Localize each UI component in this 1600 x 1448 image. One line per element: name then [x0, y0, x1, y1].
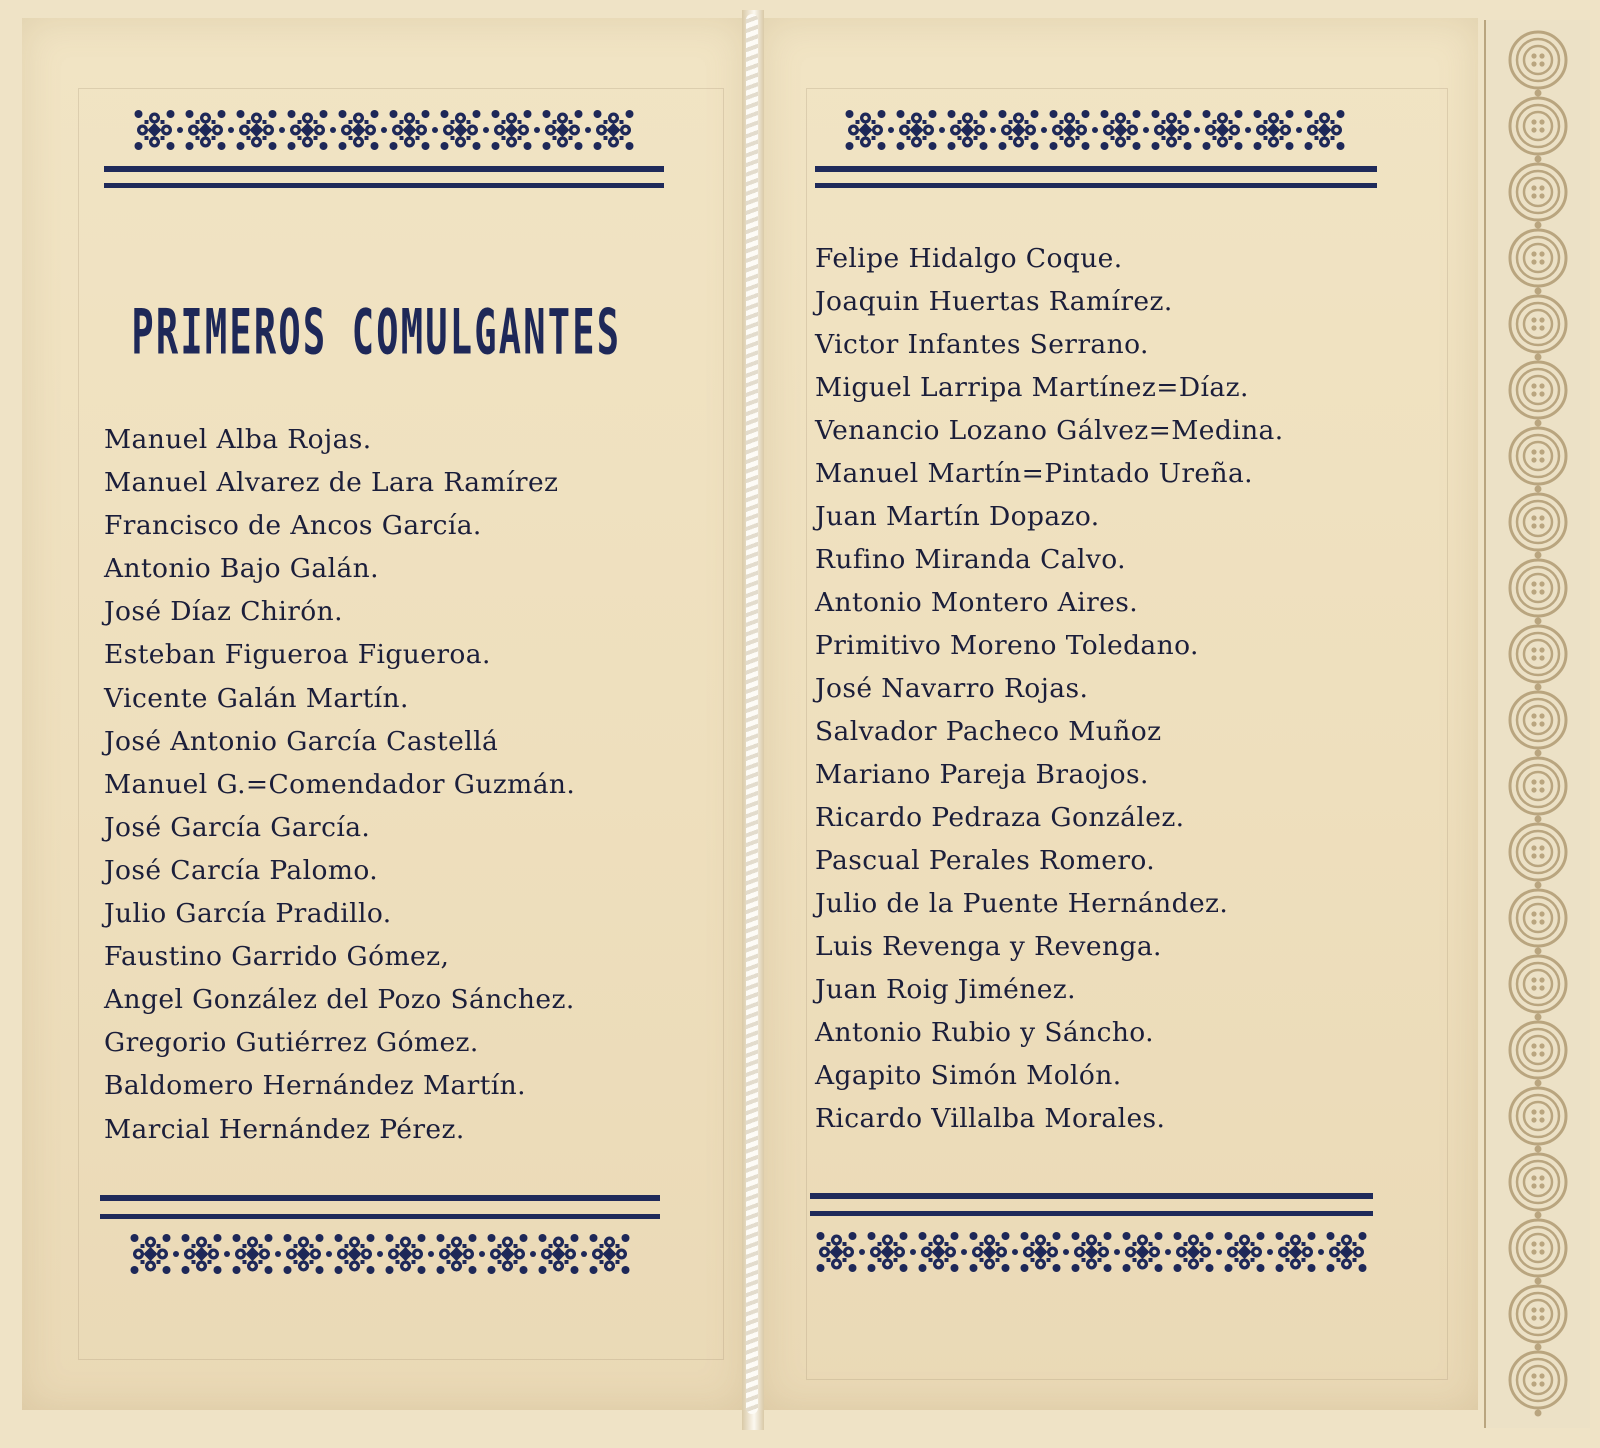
- ornament-motif: [594, 110, 634, 150]
- communicant-name: Antonio Montero Aires.: [815, 587, 1139, 618]
- communicant-name: Manuel Alvarez de Lara Ramírez: [104, 467, 559, 499]
- ornament-motif: [1101, 110, 1141, 150]
- communicant-name: Manuel G.=Comendador Guzmán.: [104, 768, 576, 800]
- border-medallion: [1510, 230, 1566, 286]
- ornament-motif: [1225, 1232, 1265, 1272]
- communicant-name: Esteban Figueroa Figueroa.: [104, 639, 491, 671]
- ornament-motif: [339, 110, 379, 150]
- ornament-motif: [233, 1234, 273, 1274]
- ornament-motif: [919, 1232, 959, 1272]
- border-medallion: [1510, 1286, 1566, 1342]
- communicant-name: Rufino Miranda Calvo.: [815, 544, 1126, 575]
- communicant-name: Ricardo Villalba Morales.: [815, 1103, 1166, 1134]
- communicant-name: Victor Infantes Serrano.: [815, 329, 1149, 360]
- border-medallion: [1510, 362, 1566, 418]
- communicant-name: Manuel Martín=Pintado Ureña.: [815, 458, 1253, 489]
- bottom-ornament-band: [810, 1226, 1373, 1278]
- communicant-name: Agapito Simón Molón.: [815, 1060, 1122, 1091]
- border-medallion: [1510, 824, 1566, 880]
- bottom-rule: [100, 1195, 660, 1201]
- communicant-name: Salvador Pacheco Muñoz: [815, 716, 1162, 747]
- communicant-name: Felipe Hidalgo Coque.: [815, 243, 1123, 274]
- ornament-motif: [386, 1234, 426, 1274]
- ornament-motif: [1203, 110, 1243, 150]
- border-medallion: [1510, 1022, 1566, 1078]
- ornament-motif: [539, 1234, 579, 1274]
- ornament-motif: [590, 1234, 630, 1274]
- bottom-rule: [100, 1214, 660, 1219]
- communicant-name: Baldomero Hernández Martín.: [104, 1070, 526, 1102]
- border-medallion: [1510, 758, 1566, 814]
- communicant-name: Luis Revenga y Revenga.: [815, 931, 1162, 962]
- communicant-name: Primitivo Moreno Toledano.: [815, 630, 1199, 661]
- communicant-name: Joaquin Huertas Ramírez.: [815, 286, 1173, 317]
- bottom-ornament-band: [100, 1228, 660, 1280]
- communicant-name: Francisco de Ancos García.: [104, 510, 482, 542]
- communicant-name: José Carcía Palomo.: [104, 854, 379, 886]
- ornament-motif: [817, 1232, 857, 1272]
- border-medallion: [1510, 692, 1566, 748]
- ornament-motif: [390, 110, 430, 150]
- communicant-name: Ricardo Pedraza González.: [815, 802, 1185, 833]
- ornament-motif: [1152, 110, 1192, 150]
- bottom-rule: [810, 1193, 1373, 1199]
- border-medallion: [1510, 626, 1566, 682]
- communicant-name: Antonio Rubio y Sáncho.: [815, 1017, 1155, 1048]
- border-medallion: [1510, 1088, 1566, 1144]
- communicant-name: Gregorio Gutiérrez Gómez.: [104, 1027, 479, 1059]
- ornament-motif: [441, 110, 481, 150]
- communicant-name: José García García.: [104, 811, 371, 843]
- border-medallion: [1510, 296, 1566, 352]
- communicant-name: Manuel Alba Rojas.: [104, 424, 372, 455]
- border-medallion: [1510, 1220, 1566, 1276]
- communicant-name: José Navarro Rojas.: [815, 673, 1089, 704]
- ornament-motif: [1123, 1232, 1163, 1272]
- communicant-name: Miguel Larripa Martínez=Díaz.: [815, 372, 1249, 403]
- communicant-name: Julio García Pradillo.: [104, 898, 392, 930]
- border-medallion: [1510, 956, 1566, 1012]
- bottom-rule: [810, 1211, 1373, 1216]
- ornament-motif: [1072, 1232, 1112, 1272]
- communicant-list-right: [815, 237, 1284, 1140]
- decorative-border-strip: [1484, 20, 1590, 1428]
- ornament-motif: [488, 1234, 528, 1274]
- border-medallion: [1510, 428, 1566, 484]
- ornament-motif: [543, 110, 583, 150]
- communicant-name: Vicente Galán Martín.: [104, 682, 409, 714]
- ornament-motif: [1276, 1232, 1316, 1272]
- communicant-name: Faustino Garrido Gómez,: [104, 941, 450, 973]
- communicant-name: José Díaz Chirón.: [104, 596, 343, 628]
- ornament-motif: [846, 110, 886, 150]
- top-rule: [104, 183, 664, 188]
- ornament-motif: [131, 1234, 171, 1274]
- ornament-motif: [1050, 110, 1090, 150]
- border-medallion: [1510, 164, 1566, 220]
- border-medallion: [1510, 1352, 1566, 1408]
- ornament-motif: [970, 1232, 1010, 1272]
- ornament-motif: [492, 110, 532, 150]
- ornament-motif: [182, 1234, 222, 1274]
- top-rule: [104, 166, 664, 172]
- ornament-motif: [437, 1234, 477, 1274]
- communicant-name: Juan Martín Dopazo.: [815, 501, 1100, 532]
- ornament-motif: [1305, 110, 1345, 150]
- communicant-name: Venancio Lozano Gálvez=Medina.: [815, 415, 1284, 446]
- communicant-name: José Antonio García Castellá: [104, 725, 499, 757]
- ornament-motif: [1327, 1232, 1367, 1272]
- border-medallion: [1510, 98, 1566, 154]
- ornament-motif: [1021, 1232, 1061, 1272]
- ornament-motif: [135, 110, 175, 150]
- border-medallion: [1510, 560, 1566, 616]
- communicant-name: Mariano Pareja Braojos.: [815, 759, 1149, 790]
- communicant-name: Juan Roig Jiménez.: [815, 974, 1076, 1005]
- communicant-name: Angel González del Pozo Sánchez.: [104, 984, 575, 1016]
- ornament-motif: [186, 110, 226, 150]
- ornament-motif: [284, 1234, 324, 1274]
- border-medallion: [1510, 494, 1566, 550]
- ornament-motif: [1174, 1232, 1214, 1272]
- ornament-motif: [288, 110, 328, 150]
- communicant-list-left: [104, 418, 575, 1151]
- ornament-motif: [868, 1232, 908, 1272]
- top-rule: [815, 166, 1377, 172]
- top-ornament-band: [104, 104, 664, 156]
- top-rule: [815, 183, 1377, 188]
- binding-cord: [746, 14, 758, 1414]
- ornament-motif: [948, 110, 988, 150]
- ornament-motif: [897, 110, 937, 150]
- communicant-name: Pascual Perales Romero.: [815, 845, 1156, 876]
- circle-pattern-border: [1486, 20, 1590, 1428]
- communicant-name: Julio de la Puente Hernández.: [815, 888, 1229, 919]
- ornament-motif: [999, 110, 1039, 150]
- border-medallion: [1510, 890, 1566, 946]
- ornament-motif: [335, 1234, 375, 1274]
- border-medallion: [1510, 1154, 1566, 1210]
- ornament-motif: [237, 110, 277, 150]
- top-ornament-band: [815, 104, 1375, 156]
- communicant-name: Antonio Bajo Galán.: [104, 553, 379, 585]
- ornament-motif: [1254, 110, 1294, 150]
- border-medallion: [1510, 32, 1566, 88]
- page-title: PRIMEROS COMULGANTES: [131, 296, 622, 369]
- communicant-name: Marcial Hernández Pérez.: [104, 1113, 465, 1145]
